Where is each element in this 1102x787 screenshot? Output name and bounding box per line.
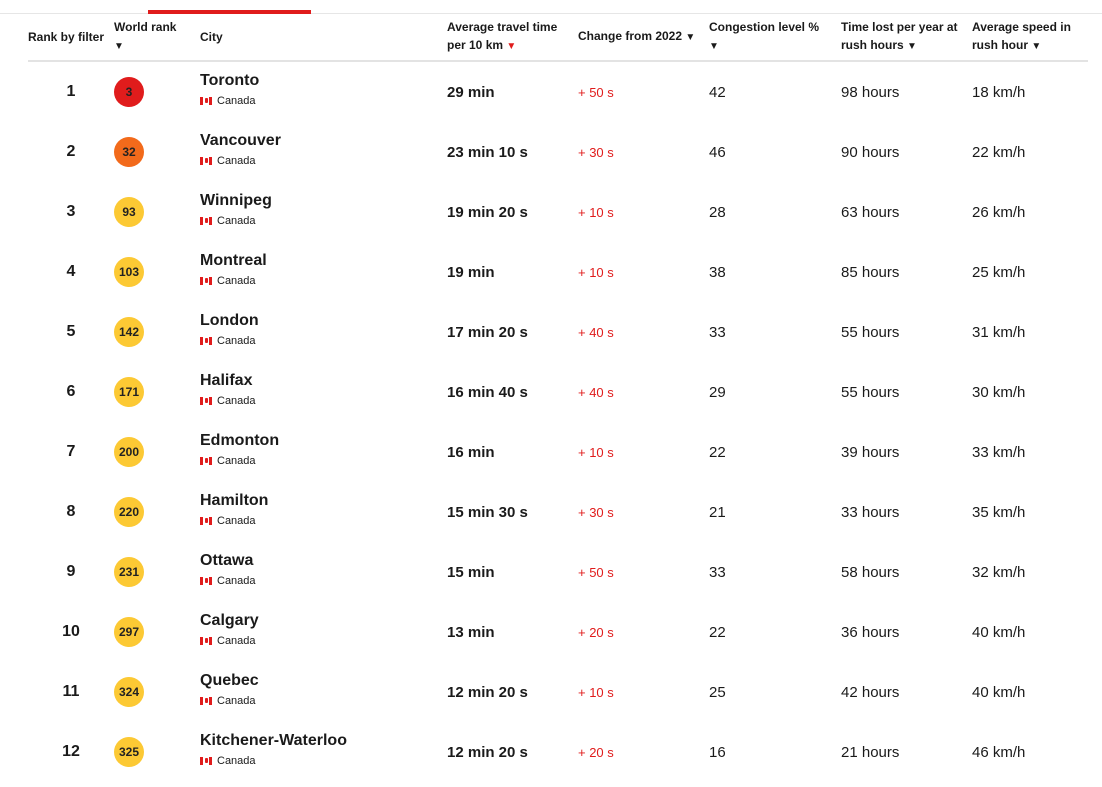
rank-value: 3 [66,203,76,220]
header-speed[interactable] [972,14,1088,61]
congestion-value: 29 [709,383,726,401]
change-value: + 10 s [578,444,614,460]
rank-cell [28,362,114,422]
time-lost-value: 58 hours [841,563,900,581]
table-header-row [28,14,1088,61]
country-name: Canada [217,334,256,347]
speed-value: 32 km/h [972,563,1026,581]
city-cell[interactable] [200,122,447,182]
rank-cell [28,482,114,542]
rank-cell [28,61,114,122]
world-rank-cell [114,602,200,662]
country-label [200,334,447,348]
table-row[interactable] [28,122,1088,182]
time-lost-cell [841,242,972,302]
city-name[interactable]: Edmonton [200,431,280,449]
time-lost-cell [841,482,972,542]
world-rank-badge: 93 [114,197,144,227]
world-rank-badge: 103 [114,257,144,287]
congestion-value: 25 [709,683,726,701]
header-speed-label: Average speed in rush hour [972,20,1071,52]
change-value: + 30 s [578,144,614,160]
header-time-lost[interactable] [841,14,972,61]
country-name: Canada [217,214,256,227]
city-cell[interactable] [200,182,447,242]
congestion-value: 33 [709,563,726,581]
travel-time-value: 17 min 20 s [447,323,528,341]
table-row[interactable] [28,542,1088,602]
speed-value: 46 km/h [972,743,1026,761]
canada-flag-icon [200,637,212,645]
rank-value: 10 [62,623,80,640]
country-label [200,394,447,408]
time-lost-cell [841,602,972,662]
travel-time-cell [447,182,578,242]
canada-flag-icon [200,157,212,165]
travel-time-cell [447,122,578,182]
change-cell [578,602,709,662]
header-world-rank[interactable] [114,14,200,61]
speed-value: 40 km/h [972,623,1026,641]
time-lost-cell [841,662,972,722]
city-cell[interactable] [200,602,447,662]
table-row[interactable] [28,722,1088,782]
city-name[interactable]: London [200,311,259,329]
country-label [200,154,447,168]
city-cell[interactable] [200,722,447,782]
world-rank-cell [114,302,200,362]
city-name[interactable]: Ottawa [200,551,254,569]
speed-cell [972,182,1088,242]
rank-value: 6 [66,383,76,400]
city-cell[interactable] [200,662,447,722]
travel-time-cell [447,362,578,422]
header-world-rank-label: World rank [114,20,177,34]
rank-cell [28,242,114,302]
congestion-cell [709,242,841,302]
travel-time-value: 16 min [447,443,495,461]
world-rank-cell [114,61,200,122]
world-rank-cell [114,242,200,302]
time-lost-value: 21 hours [841,743,900,761]
change-value: + 20 s [578,744,614,760]
city-name[interactable]: Montreal [200,251,267,269]
change-cell [578,662,709,722]
travel-time-value: 16 min 40 s [447,383,528,401]
world-rank-cell [114,362,200,422]
congestion-cell [709,722,841,782]
change-value: + 10 s [578,204,614,220]
travel-time-cell [447,302,578,362]
table-row[interactable] [28,602,1088,662]
congestion-cell [709,302,841,362]
travel-time-cell [447,61,578,122]
canada-flag-icon [200,397,212,405]
travel-time-value: 19 min 20 s [447,203,528,221]
speed-cell [972,362,1088,422]
world-rank-cell [114,542,200,602]
change-cell [578,542,709,602]
travel-time-value: 12 min 20 s [447,683,528,701]
country-label [200,574,447,588]
city-name[interactable]: Winnipeg [200,191,272,209]
world-rank-cell [114,122,200,182]
travel-time-value: 23 min 10 s [447,143,528,161]
city-cell[interactable] [200,362,447,422]
travel-time-cell [447,542,578,602]
table-row[interactable] [28,242,1088,302]
sort-arrow-icon: ▼ [709,41,719,52]
city-name[interactable]: Halifax [200,371,253,389]
world-rank-cell [114,482,200,542]
world-rank-badge: 171 [114,377,144,407]
speed-value: 31 km/h [972,323,1026,341]
travel-time-cell [447,722,578,782]
rank-cell [28,122,114,182]
speed-cell [972,61,1088,122]
country-name: Canada [217,154,256,167]
country-label [200,754,447,768]
country-name: Canada [217,454,256,467]
country-name: Canada [217,634,256,647]
header-congestion-label: Congestion level % [709,20,820,34]
change-cell [578,302,709,362]
speed-cell [972,662,1088,722]
time-lost-cell [841,722,972,782]
world-rank-badge: 32 [114,137,144,167]
change-value: + 40 s [578,384,614,400]
congestion-cell [709,362,841,422]
world-rank-badge: 3 [114,77,144,107]
congestion-value: 42 [709,83,726,101]
change-cell [578,482,709,542]
time-lost-cell [841,182,972,242]
country-name: Canada [217,514,256,527]
country-name: Canada [217,754,256,767]
travel-time-value: 12 min 20 s [447,743,528,761]
rank-cell [28,542,114,602]
travel-time-cell [447,602,578,662]
rank-cell [28,602,114,662]
congestion-value: 46 [709,143,726,161]
world-rank-badge: 220 [114,497,144,527]
speed-cell [972,482,1088,542]
world-rank-badge: 231 [114,557,144,587]
country-label [200,274,447,288]
canada-flag-icon [200,97,212,105]
speed-value: 33 km/h [972,443,1026,461]
travel-time-value: 19 min [447,263,495,281]
travel-time-cell [447,662,578,722]
canada-flag-icon [200,217,212,225]
change-cell [578,422,709,482]
country-name: Canada [217,274,256,287]
rank-value: 4 [66,263,76,280]
travel-time-value: 13 min [447,623,495,641]
rank-value: 8 [66,503,76,520]
country-name: Canada [217,94,256,107]
table-row[interactable] [28,422,1088,482]
speed-value: 25 km/h [972,263,1026,281]
change-value: + 40 s [578,324,614,340]
table-row[interactable] [28,61,1088,122]
country-name: Canada [217,694,256,707]
table-row[interactable] [28,662,1088,722]
change-cell [578,242,709,302]
canada-flag-icon [200,277,212,285]
header-city[interactable] [200,14,447,61]
world-rank-cell [114,182,200,242]
city-cell[interactable] [200,482,447,542]
speed-value: 30 km/h [972,383,1026,401]
congestion-value: 22 [709,443,726,461]
time-lost-value: 39 hours [841,443,900,461]
sort-arrow-icon: ▼ [685,32,696,43]
time-lost-value: 42 hours [841,683,900,701]
city-cell[interactable] [200,242,447,302]
header-rank[interactable] [28,14,114,61]
congestion-cell [709,122,841,182]
city-name[interactable]: Quebec [200,671,259,689]
time-lost-cell [841,302,972,362]
time-lost-cell [841,61,972,122]
rank-cell [28,722,114,782]
header-travel-time-label: Average travel time per 10 km [447,20,558,52]
rank-value: 7 [66,443,76,460]
sort-arrow-active-icon: ▼ [506,41,517,52]
world-rank-badge: 142 [114,317,144,347]
change-value: + 10 s [578,684,614,700]
world-rank-badge: 200 [114,437,144,467]
speed-cell [972,242,1088,302]
speed-cell [972,602,1088,662]
travel-time-value: 15 min [447,563,495,581]
country-label [200,694,447,708]
travel-time-value: 29 min [447,83,495,101]
congestion-cell [709,182,841,242]
time-lost-cell [841,542,972,602]
change-cell [578,182,709,242]
time-lost-cell [841,422,972,482]
travel-time-cell [447,242,578,302]
country-name: Canada [217,394,256,407]
canada-flag-icon [200,457,212,465]
canada-flag-icon [200,517,212,525]
rank-value: 5 [66,323,76,340]
city-name[interactable]: Toronto [200,71,260,89]
city-name[interactable]: Kitchener-Waterloo [200,731,347,749]
sort-arrow-icon: ▼ [1031,41,1042,52]
canada-flag-icon [200,337,212,345]
rank-cell [28,182,114,242]
header-change-label: Change from 2022 [578,29,683,43]
change-value: + 20 s [578,624,614,640]
world-rank-badge: 325 [114,737,144,767]
congestion-value: 16 [709,743,726,761]
speed-cell [972,302,1088,362]
congestion-cell [709,602,841,662]
country-label [200,514,447,528]
rank-value: 12 [62,743,80,760]
speed-value: 22 km/h [972,143,1026,161]
time-lost-value: 90 hours [841,143,900,161]
table-row[interactable] [28,482,1088,542]
speed-cell [972,722,1088,782]
header-city-label: City [200,30,223,44]
time-lost-value: 36 hours [841,623,900,641]
congestion-value: 33 [709,323,726,341]
city-cell[interactable] [200,61,447,122]
change-cell [578,362,709,422]
rank-cell [28,302,114,362]
country-label [200,454,447,468]
canada-flag-icon [200,577,212,585]
country-label [200,634,447,648]
time-lost-cell [841,122,972,182]
speed-value: 35 km/h [972,503,1026,521]
time-lost-value: 63 hours [841,203,900,221]
table-row[interactable] [28,302,1088,362]
change-value: + 30 s [578,504,614,520]
canada-flag-icon [200,757,212,765]
city-name[interactable]: Calgary [200,611,259,629]
table-row[interactable] [28,362,1088,422]
country-name: Canada [217,574,256,587]
change-cell [578,122,709,182]
congestion-value: 22 [709,623,726,641]
congestion-value: 21 [709,503,726,521]
city-cell[interactable] [200,422,447,482]
change-cell [578,722,709,782]
rank-value: 2 [66,143,76,160]
country-label [200,94,447,108]
world-rank-badge: 297 [114,617,144,647]
travel-time-cell [447,422,578,482]
canada-flag-icon [200,697,212,705]
time-lost-cell [841,362,972,422]
speed-cell [972,542,1088,602]
time-lost-value: 33 hours [841,503,900,521]
change-value: + 10 s [578,264,614,280]
speed-cell [972,122,1088,182]
city-name[interactable]: Vancouver [200,131,281,149]
change-value: + 50 s [578,84,614,100]
city-cell[interactable] [200,542,447,602]
rank-value: 1 [66,83,76,100]
change-cell [578,61,709,122]
congestion-value: 28 [709,203,726,221]
travel-time-cell [447,482,578,542]
change-value: + 50 s [578,564,614,580]
header-congestion[interactable] [709,14,841,61]
time-lost-value: 55 hours [841,383,900,401]
speed-value: 26 km/h [972,203,1026,221]
time-lost-value: 55 hours [841,323,900,341]
time-lost-value: 85 hours [841,263,900,281]
rank-value: 11 [62,683,80,700]
world-rank-badge: 324 [114,677,144,707]
speed-value: 40 km/h [972,683,1026,701]
table-row[interactable] [28,182,1088,242]
speed-value: 18 km/h [972,83,1026,101]
congestion-cell [709,662,841,722]
rank-value: 9 [66,563,76,580]
traffic-ranking-table [28,14,1088,782]
speed-cell [972,422,1088,482]
rank-cell [28,662,114,722]
world-rank-cell [114,662,200,722]
city-name[interactable]: Hamilton [200,491,269,509]
world-rank-cell [114,422,200,482]
travel-time-value: 15 min 30 s [447,503,528,521]
congestion-value: 38 [709,263,726,281]
world-rank-cell [114,722,200,782]
header-rank-label: Rank by filter [28,30,105,44]
congestion-cell [709,482,841,542]
header-change[interactable] [578,14,709,61]
congestion-cell [709,542,841,602]
time-lost-value: 98 hours [841,83,900,101]
congestion-cell [709,61,841,122]
sort-arrow-icon: ▼ [907,41,917,52]
header-travel-time[interactable] [447,14,578,61]
header-time-lost-label: Time lost per year at rush hours [841,20,958,52]
congestion-cell [709,422,841,482]
rank-cell [28,422,114,482]
sort-arrow-icon: ▼ [114,41,124,52]
city-cell[interactable] [200,302,447,362]
country-label [200,214,447,228]
